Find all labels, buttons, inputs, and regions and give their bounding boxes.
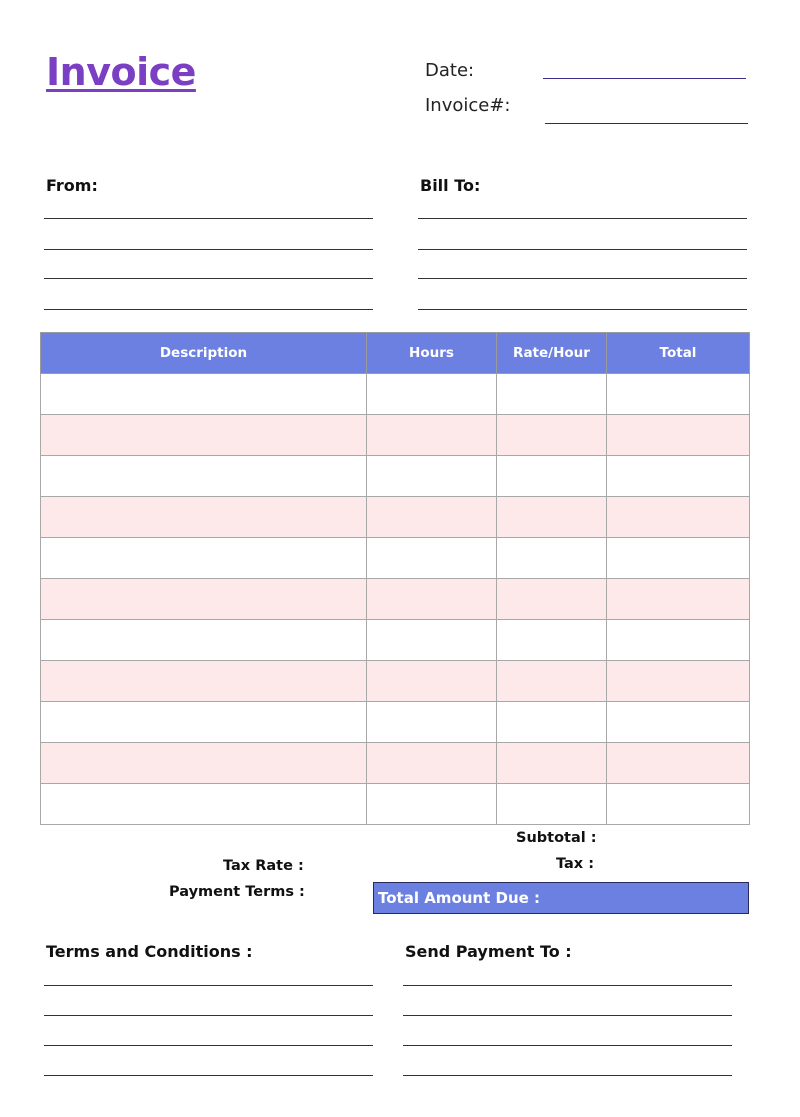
total-cell[interactable] — [607, 374, 750, 415]
column-header-description: Description — [41, 333, 367, 374]
rate-hour-cell[interactable] — [497, 456, 607, 497]
total-cell[interactable] — [607, 456, 750, 497]
description-cell[interactable] — [41, 620, 367, 661]
hours-cell[interactable] — [367, 456, 497, 497]
hours-cell[interactable] — [367, 538, 497, 579]
hours-cell[interactable] — [367, 579, 497, 620]
terms-line[interactable] — [44, 1075, 373, 1076]
rate-hour-cell[interactable] — [497, 702, 607, 743]
total-cell[interactable] — [607, 743, 750, 784]
bill-to-line[interactable] — [418, 309, 747, 310]
table-row — [41, 374, 750, 415]
invoice-title: Invoice — [46, 50, 196, 94]
subtotal-label: Subtotal : — [516, 830, 597, 846]
total-cell[interactable] — [607, 538, 750, 579]
bill-to-label: Bill To: — [420, 176, 481, 195]
table-row — [41, 743, 750, 784]
description-cell[interactable] — [41, 538, 367, 579]
rate-hour-cell[interactable] — [497, 784, 607, 825]
description-cell[interactable] — [41, 702, 367, 743]
hours-cell[interactable] — [367, 620, 497, 661]
hours-cell[interactable] — [367, 743, 497, 784]
send-payment-line[interactable] — [403, 1045, 732, 1046]
description-cell[interactable] — [41, 497, 367, 538]
bill-to-line[interactable] — [418, 278, 747, 279]
description-cell[interactable] — [41, 784, 367, 825]
description-cell[interactable] — [41, 374, 367, 415]
table-row — [41, 538, 750, 579]
table-row — [41, 784, 750, 825]
payment-terms-label: Payment Terms : — [169, 884, 305, 900]
column-header-total: Total — [607, 333, 750, 374]
from-label: From: — [46, 176, 98, 195]
rate-hour-cell[interactable] — [497, 743, 607, 784]
description-cell[interactable] — [41, 579, 367, 620]
total-cell[interactable] — [607, 784, 750, 825]
rate-hour-cell[interactable] — [497, 497, 607, 538]
send-payment-line[interactable] — [403, 985, 732, 986]
from-line[interactable] — [44, 278, 373, 279]
date-label: Date: — [425, 60, 475, 81]
table-row — [41, 620, 750, 661]
table-row — [41, 661, 750, 702]
line-items-table — [40, 332, 750, 825]
hours-cell[interactable] — [367, 661, 497, 702]
table-row — [41, 415, 750, 456]
column-header-hours: Hours — [367, 333, 497, 374]
description-cell[interactable] — [41, 415, 367, 456]
table-row — [41, 497, 750, 538]
hours-cell[interactable] — [367, 784, 497, 825]
rate-hour-cell[interactable] — [497, 661, 607, 702]
total-cell[interactable] — [607, 620, 750, 661]
total-cell[interactable] — [607, 497, 750, 538]
rate-hour-cell[interactable] — [497, 374, 607, 415]
total-cell[interactable] — [607, 661, 750, 702]
hours-cell[interactable] — [367, 702, 497, 743]
from-line[interactable] — [44, 309, 373, 310]
table-row — [41, 579, 750, 620]
description-cell[interactable] — [41, 743, 367, 784]
rate-hour-cell[interactable] — [497, 620, 607, 661]
table-row — [41, 456, 750, 497]
rate-hour-cell[interactable] — [497, 538, 607, 579]
terms-line[interactable] — [44, 1045, 373, 1046]
table-header-row — [41, 333, 750, 374]
tax-rate-label: Tax Rate : — [223, 858, 304, 874]
send-payment-line[interactable] — [403, 1015, 732, 1016]
send-payment-label: Send Payment To : — [405, 942, 572, 961]
hours-cell[interactable] — [367, 374, 497, 415]
terms-line[interactable] — [44, 985, 373, 986]
total-amount-due-box[interactable] — [373, 882, 749, 914]
description-cell[interactable] — [41, 456, 367, 497]
terms-label: Terms and Conditions : — [46, 942, 253, 961]
total-amount-due-label: Total Amount Due : — [378, 889, 541, 907]
total-cell[interactable] — [607, 415, 750, 456]
from-line[interactable] — [44, 218, 373, 219]
send-payment-line[interactable] — [403, 1075, 732, 1076]
total-cell[interactable] — [607, 702, 750, 743]
bill-to-line[interactable] — [418, 218, 747, 219]
rate-hour-cell[interactable] — [497, 579, 607, 620]
hours-cell[interactable] — [367, 415, 497, 456]
bill-to-line[interactable] — [418, 249, 747, 250]
from-line[interactable] — [44, 249, 373, 250]
terms-line[interactable] — [44, 1015, 373, 1016]
invoice-number-field[interactable] — [545, 123, 748, 124]
rate-hour-cell[interactable] — [497, 415, 607, 456]
date-field[interactable] — [543, 78, 746, 79]
hours-cell[interactable] — [367, 497, 497, 538]
invoice-number-label: Invoice#: — [425, 95, 511, 116]
column-header-rate-hour: Rate/Hour — [497, 333, 607, 374]
tax-label: Tax : — [556, 856, 595, 872]
total-cell[interactable] — [607, 579, 750, 620]
table-row — [41, 702, 750, 743]
description-cell[interactable] — [41, 661, 367, 702]
